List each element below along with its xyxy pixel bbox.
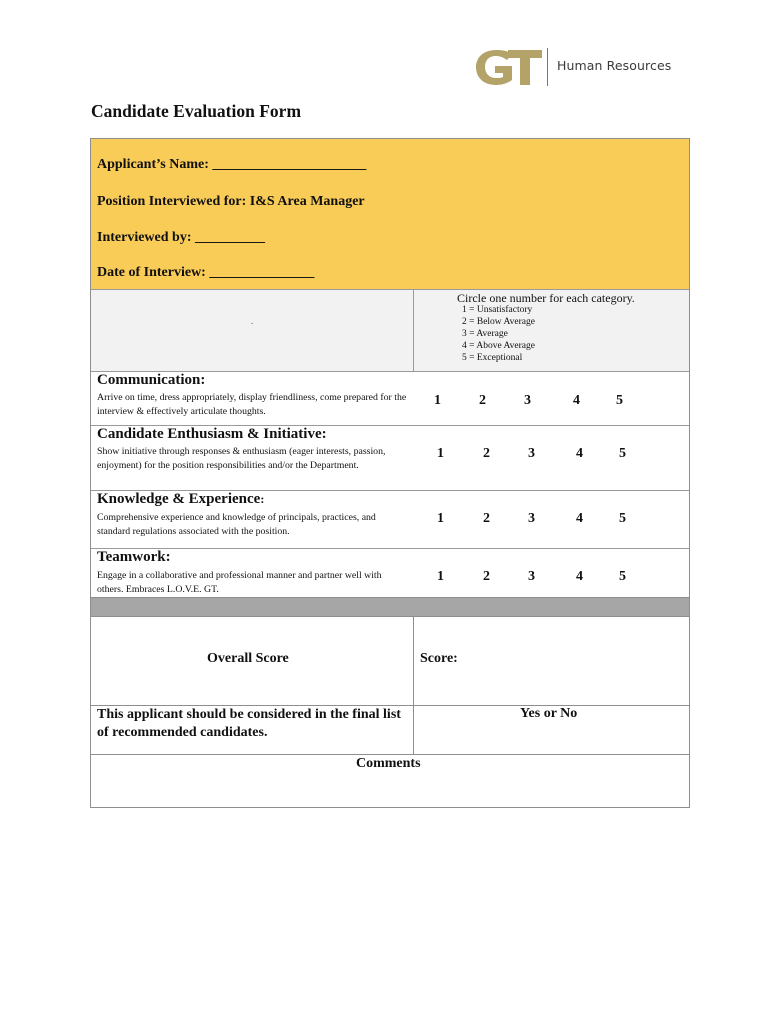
- rating-option-4[interactable]: 4: [576, 446, 583, 461]
- rating-option-3[interactable]: 3: [528, 511, 535, 526]
- position-field[interactable]: Position Interviewed for: I&S Area Manager: [97, 194, 365, 209]
- rating-option-5[interactable]: 5: [619, 569, 626, 584]
- scale-item: 4 = Above Average: [462, 341, 535, 351]
- category-description: Engage in a collaborative and professional manner and partner well with others. Embraces L.O.V.E. GT.: [97, 570, 382, 595]
- rating-option-4[interactable]: 4: [576, 569, 583, 584]
- summary-divider: [413, 616, 414, 754]
- evaluation-form: [90, 138, 690, 808]
- rating-option-1[interactable]: 1: [437, 569, 444, 584]
- category-row-enthusiasm: [91, 425, 689, 490]
- comments-rule: [91, 754, 689, 755]
- page-title: Candidate Evaluation Form: [91, 101, 302, 121]
- applicant-name-field[interactable]: Applicant’s Name: ______________________: [97, 157, 367, 172]
- rating-option-1[interactable]: 1: [437, 511, 444, 526]
- rating-option-3[interactable]: 3: [524, 393, 531, 408]
- instruction-dot: .: [251, 316, 254, 326]
- applicant-info-section: [91, 139, 689, 289]
- category-title: Candidate Enthusiasm & Initiative:: [97, 426, 327, 442]
- rating-option-1[interactable]: 1: [434, 393, 441, 408]
- logo-text: Human Resources: [557, 58, 672, 73]
- category-title: Knowledge & Experience:: [97, 491, 265, 507]
- rating-option-4[interactable]: 4: [573, 393, 580, 408]
- category-title: Communication:: [97, 372, 206, 388]
- rating-option-2[interactable]: 2: [479, 393, 486, 408]
- rating-option-2[interactable]: 2: [483, 511, 490, 526]
- instruction-divider: [413, 290, 414, 371]
- category-description: Show initiative through responses & enthusiasm (eager interests, passion, enjoyment) for the position responsibilities and/or the Department.: [97, 446, 386, 471]
- scale-item: 1 = Unsatisfactory: [462, 305, 533, 315]
- rating-option-5[interactable]: 5: [616, 393, 623, 408]
- gt-monogram-icon: [474, 46, 544, 90]
- rating-option-1[interactable]: 1: [437, 446, 444, 461]
- category-row-communication: [91, 371, 689, 425]
- comments-area[interactable]: [91, 775, 689, 807]
- rating-option-3[interactable]: 3: [528, 446, 535, 461]
- category-row-teamwork: [91, 548, 689, 597]
- interviewer-field[interactable]: Interviewed by: __________: [97, 230, 265, 245]
- instruction-heading: Circle one number for each category.: [457, 291, 635, 305]
- rating-option-3[interactable]: 3: [528, 569, 535, 584]
- rating-option-5[interactable]: 5: [619, 446, 626, 461]
- interview-date-field[interactable]: Date of Interview: _______________: [97, 265, 315, 280]
- category-description: Comprehensive experience and knowledge of principals, practices, and standard regulations associated with the position.: [97, 512, 376, 537]
- rating-option-5[interactable]: 5: [619, 511, 626, 526]
- category-title: Teamwork:: [97, 549, 171, 565]
- score-field[interactable]: Score:: [420, 651, 458, 666]
- rating-instructions: [91, 289, 689, 371]
- comments-label: Comments: [356, 756, 421, 771]
- gt-hr-logo: [474, 46, 672, 90]
- logo-divider: [547, 48, 548, 86]
- scale-item: 3 = Average: [462, 329, 508, 339]
- category-description: Arrive on time, dress appropriately, display friendliness, come prepared for the interview & effectively articulate thoughts.: [97, 392, 407, 417]
- category-row-knowledge: [91, 490, 689, 548]
- recommendation-question: This applicant should be considered in the final list of recommended candidates.: [97, 707, 401, 740]
- rating-option-2[interactable]: 2: [483, 569, 490, 584]
- rating-option-2[interactable]: 2: [483, 446, 490, 461]
- scale-item: 2 = Below Average: [462, 317, 535, 327]
- section-separator: [91, 597, 689, 617]
- yes-no-field[interactable]: Yes or No: [520, 706, 578, 721]
- overall-score-label: Overall Score: [207, 651, 289, 666]
- scale-item: 5 = Exceptional: [462, 353, 523, 363]
- rating-option-4[interactable]: 4: [576, 511, 583, 526]
